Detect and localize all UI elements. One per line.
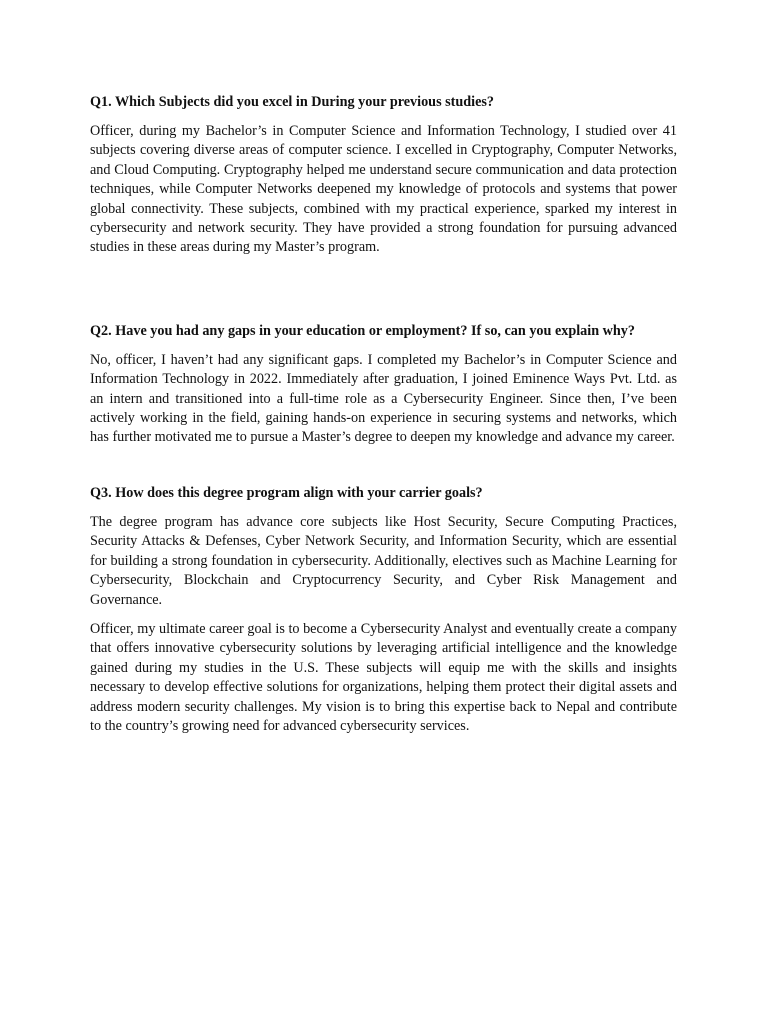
- section-spacer: [90, 458, 677, 484]
- section-q2: [90, 322, 677, 448]
- question-heading: Q3. How does this degree program align with your carrier goals?: [90, 484, 483, 501]
- answer-paragraph: Officer, during my Bachelor’s in Computer Science and Information Technology, I studied over 41 subjects covering diverse areas of computer science. I excelled in Cryptography, Computer Networks, and Cloud Computing. Cryptography helped me understand secure communication and data protection techniques, while Computer Networks deepened my knowledge of protocols and systems that power global connectivity. These subjects, combined with my practical experience, sparked my interest in cybersecurity and network security. They have provided a strong foundation for pursuing advanced studies in these areas during my Master’s program.: [90, 123, 677, 256]
- answer-paragraph: The degree program has advance core subjects like Host Security, Secure Computing Practices, Security Attacks & Defenses, Cyber Network Security, and Information Security, which are essential for building a strong foundation in cybersecurity. Additionally, electives such as Machine Learning for Cybersecurity, Blockchain and Cryptocurrency Security, and Cyber Risk Management and Governance.: [90, 513, 677, 608]
- document-page: [90, 93, 677, 746]
- section-q3: [90, 484, 677, 736]
- question-heading: Q2. Have you had any gaps in your education or employment? If so, can you explain why?: [90, 322, 635, 339]
- answer-paragraph: No, officer, I haven’t had any significant gaps. I completed my Bachelor’s in Computer Science and Information Technology in 2022. Immediately after graduation, I joined Eminence Ways Pvt. Ltd. as an intern and transitioned into a full-time role as a Cybersecurity Engineer. Since then, I’ve been actively working in the field, gaining hands-on experience in securing systems and networks, which has further motivated me to pursue a Master’s degree to deepen my knowledge and advance my career.: [90, 351, 677, 446]
- question-heading: Q1. Which Subjects did you excel in During your previous studies?: [90, 94, 495, 110]
- section-spacer: [90, 268, 677, 322]
- section-q1: [90, 93, 677, 258]
- answer-paragraph: Officer, my ultimate career goal is to become a Cybersecurity Analyst and eventually create a company that offers innovative cybersecurity solutions by leveraging artificial intelligence and the knowledge gained during my studies in the U.S. These subjects will equip me with the skills and insights necessary to develop effective solutions for organizations, helping them protect their digital assets and address modern security challenges. My vision is to bring this expertise back to Nepal and contribute to the country’s growing need for advanced cybersecurity services.: [90, 620, 677, 734]
